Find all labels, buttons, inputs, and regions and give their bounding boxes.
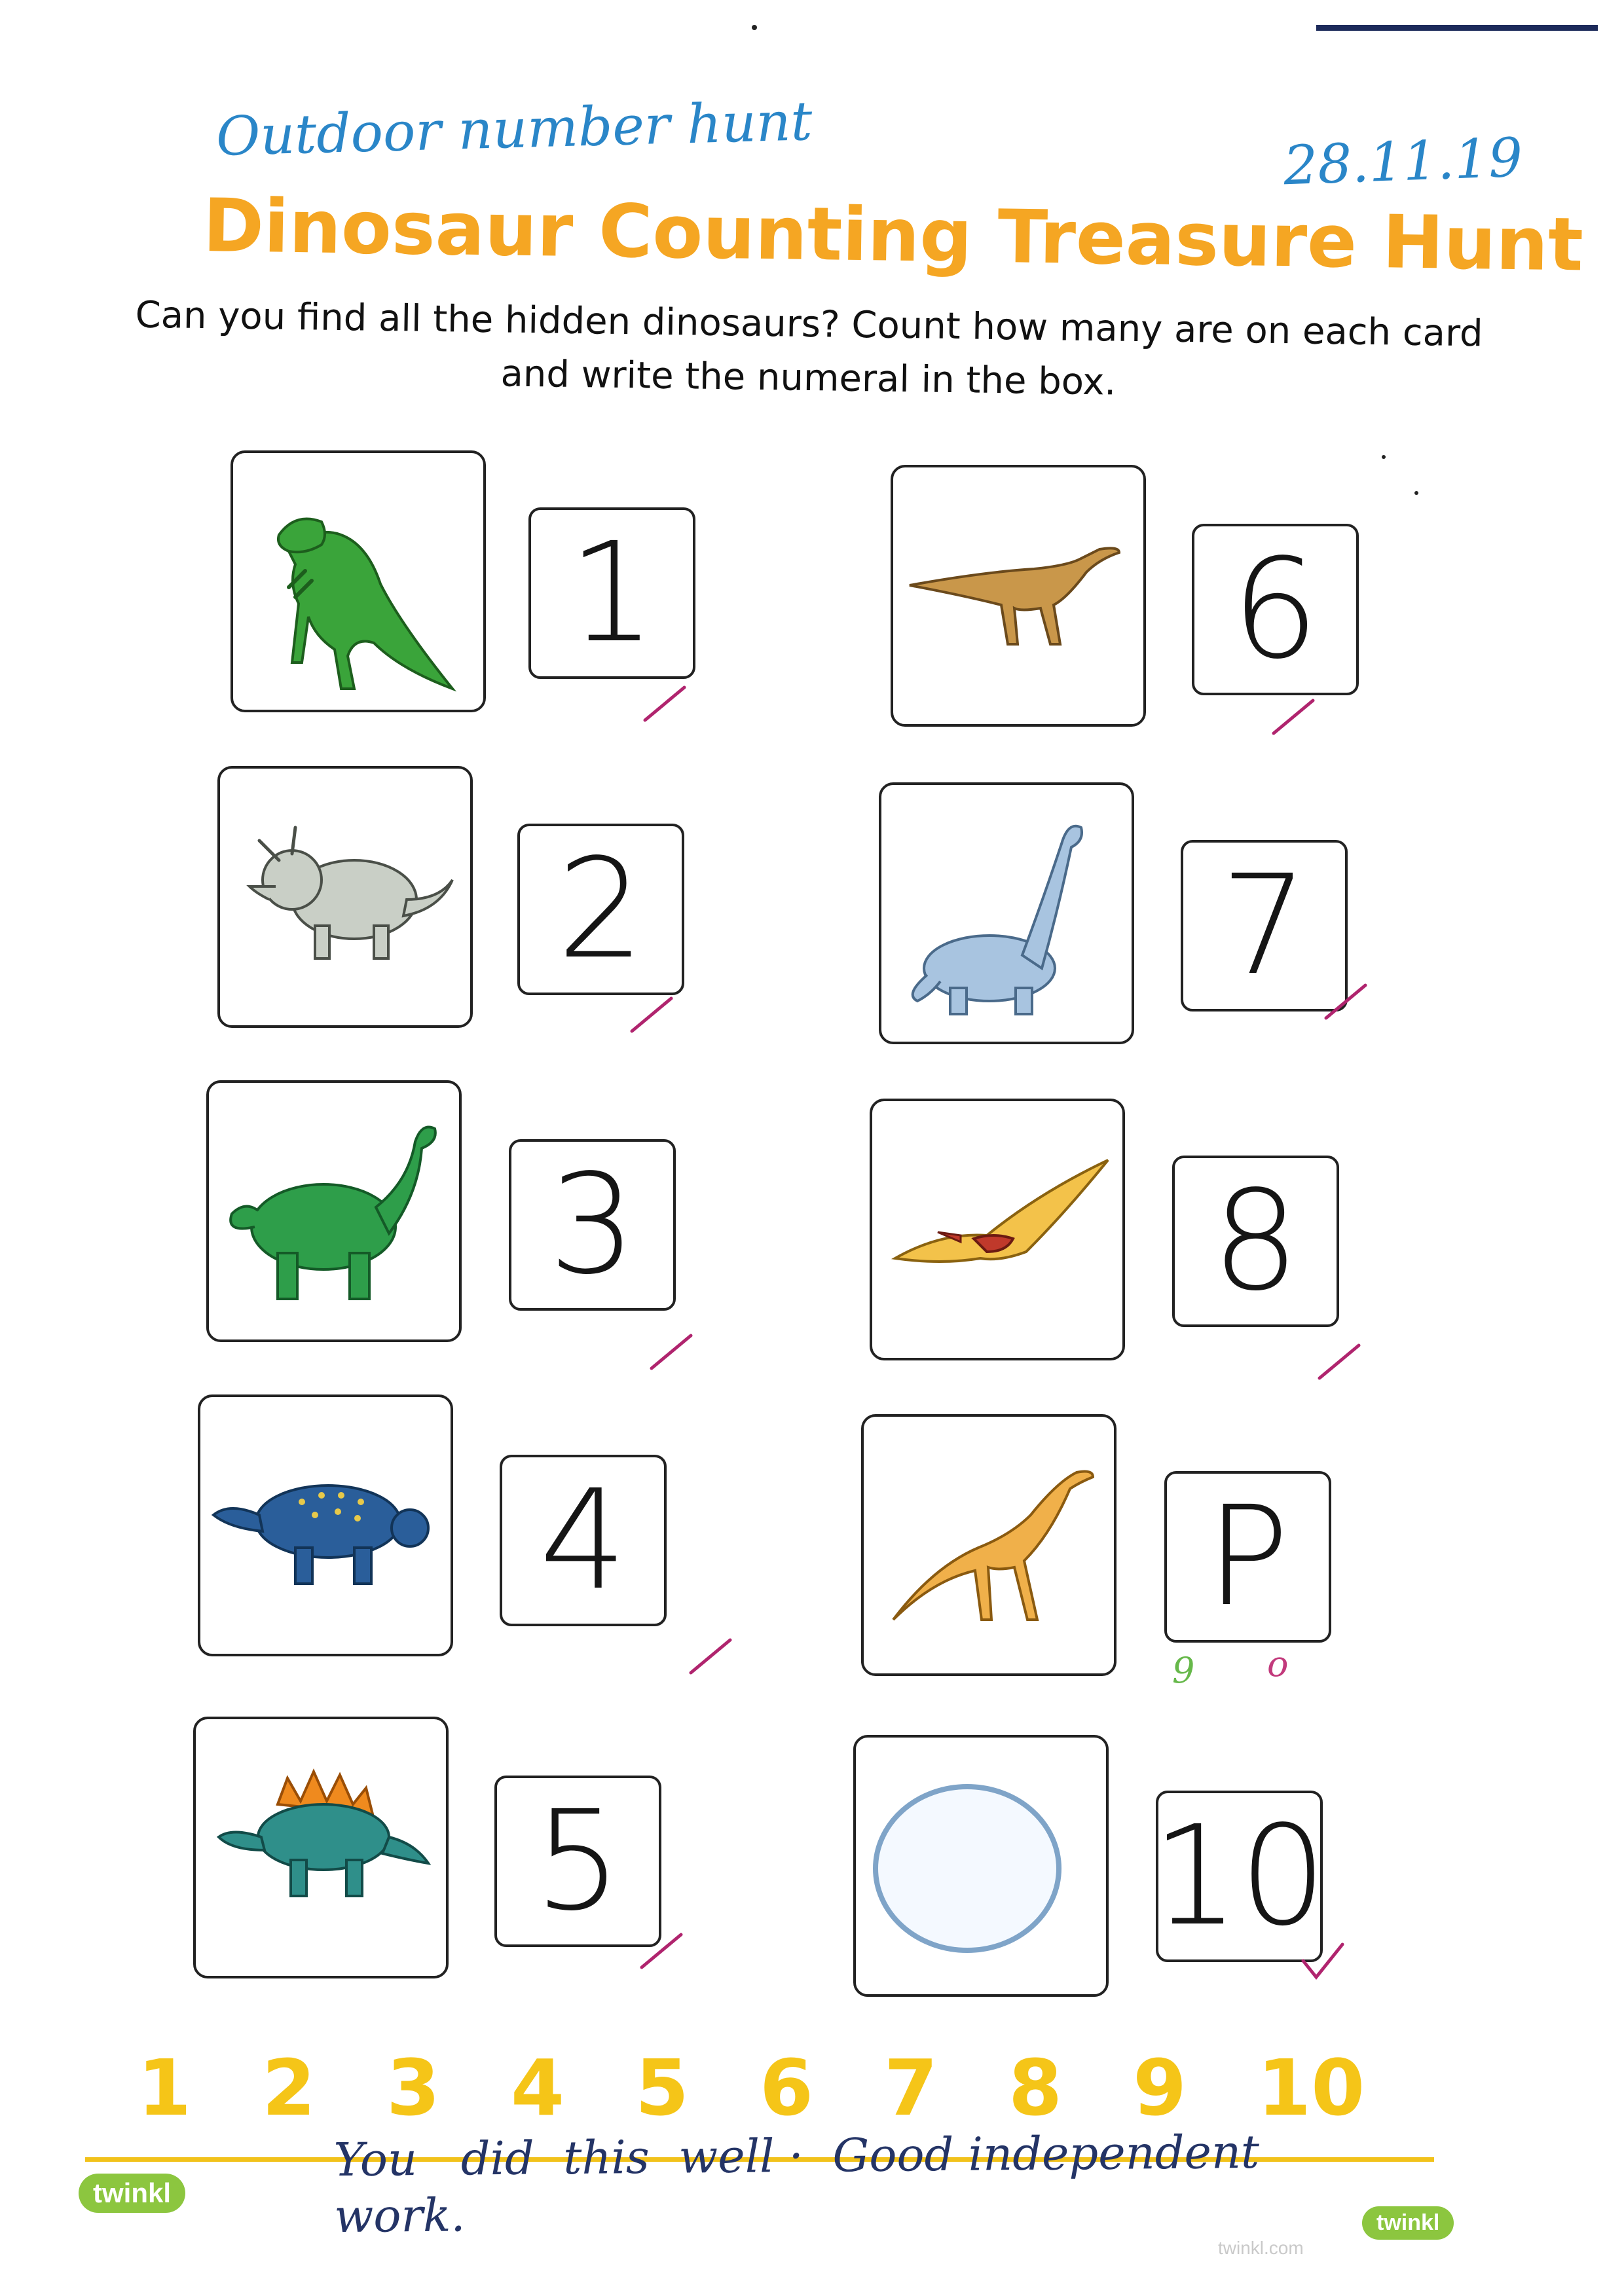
tick-mark-icon bbox=[1270, 697, 1316, 737]
number-line-item: 6 bbox=[760, 2043, 814, 2133]
tick-mark-icon bbox=[1300, 1941, 1346, 1980]
answer-value: 8 bbox=[1211, 1161, 1300, 1321]
footer-url: twinkl.com bbox=[1218, 2238, 1304, 2258]
tick-mark-icon bbox=[1323, 982, 1369, 1021]
gallimimus-illustration bbox=[874, 1436, 1103, 1659]
worksheet-title: Dinosaur Counting Treasure Hunt bbox=[202, 183, 1584, 288]
number-line-item: 1 bbox=[138, 2043, 192, 2133]
answer-box-9[interactable] bbox=[1164, 1471, 1331, 1643]
tick-mark-icon bbox=[648, 1332, 694, 1372]
correction-green: 9 bbox=[1172, 1650, 1195, 1691]
dino-card-3 bbox=[206, 1080, 462, 1342]
dino-card-5 bbox=[193, 1717, 449, 1978]
number-line-item: 9 bbox=[1133, 2043, 1187, 2133]
number-line-item: 8 bbox=[1008, 2043, 1063, 2133]
dino-card-1 bbox=[231, 450, 486, 712]
correction-pink: o bbox=[1267, 1643, 1289, 1685]
teacher-comment-line-1: You did this well · Good independent bbox=[333, 2124, 1260, 2187]
t-rex-illustration bbox=[243, 473, 472, 695]
scan-edge-rule bbox=[1316, 25, 1598, 31]
tick-mark-icon bbox=[1316, 1342, 1362, 1381]
answer-box-5[interactable] bbox=[494, 1776, 661, 1947]
handwritten-activity-title: Outdoor number hunt bbox=[215, 90, 813, 168]
answer-value: P bbox=[1206, 1476, 1289, 1637]
dino-card-7 bbox=[879, 782, 1134, 1044]
answer-box-2[interactable] bbox=[517, 824, 684, 995]
answer-value: 3 bbox=[548, 1144, 637, 1305]
answer-value: 6 bbox=[1231, 529, 1320, 689]
answer-value: 1 bbox=[568, 513, 656, 673]
answer-box-6[interactable] bbox=[1192, 524, 1359, 695]
tick-mark-icon bbox=[629, 995, 674, 1034]
teacher-comment bbox=[333, 2124, 1260, 2244]
number-line-item: 5 bbox=[635, 2043, 690, 2133]
twinkl-logo-left: twinkl bbox=[79, 2174, 185, 2213]
dino-card-8 bbox=[870, 1099, 1125, 1360]
scan-speck bbox=[1382, 455, 1386, 459]
ankylosaurus-illustration bbox=[210, 1417, 439, 1639]
egg-illustration bbox=[866, 1757, 1095, 1980]
answer-box-8[interactable] bbox=[1172, 1156, 1339, 1327]
number-line-item: 4 bbox=[511, 2043, 565, 2133]
worksheet-instructions: Can you find all the hidden dinosaurs? Count how many are on each card and write the numeral in the box. bbox=[135, 293, 1483, 404]
scan-speck bbox=[1414, 491, 1418, 495]
dino-card-4 bbox=[198, 1394, 453, 1656]
tick-mark-icon bbox=[638, 1931, 684, 1971]
number-line-item: 7 bbox=[884, 2043, 938, 2133]
answer-value: 4 bbox=[539, 1460, 627, 1620]
teacher-comment-line-2: work. bbox=[334, 2188, 466, 2244]
handwritten-date: 28.11.19 bbox=[1282, 126, 1524, 198]
answer-box-10[interactable] bbox=[1151, 1791, 1327, 1962]
answer-box-1[interactable] bbox=[528, 507, 695, 679]
velociraptor-illustration bbox=[903, 487, 1132, 710]
number-line-item: 3 bbox=[386, 2043, 441, 2133]
answer-value: 10 bbox=[1151, 1796, 1327, 1956]
answer-box-3[interactable] bbox=[509, 1139, 676, 1311]
answer-value: 5 bbox=[534, 1781, 622, 1941]
brachiosaurus-illustration bbox=[891, 805, 1120, 1027]
scan-speck bbox=[752, 25, 757, 30]
number-line-item: 10 bbox=[1257, 2043, 1365, 2133]
triceratops-illustration bbox=[230, 788, 459, 1011]
dino-card-2 bbox=[217, 766, 473, 1028]
answer-box-4[interactable] bbox=[500, 1455, 667, 1626]
brontosaurus-illustration bbox=[219, 1102, 448, 1325]
tick-mark-icon bbox=[688, 1637, 733, 1676]
number-line-item: 2 bbox=[262, 2043, 316, 2133]
twinkl-logo-right: twinkl bbox=[1362, 2206, 1454, 2240]
tick-mark-icon bbox=[642, 684, 688, 723]
answer-value: 2 bbox=[557, 829, 645, 989]
dino-card-9 bbox=[861, 1414, 1116, 1676]
pterodactyl-illustration bbox=[882, 1121, 1111, 1343]
dino-card-10 bbox=[853, 1735, 1109, 1997]
stegosaurus-illustration bbox=[206, 1739, 435, 1961]
dino-card-6 bbox=[891, 465, 1146, 727]
answer-value: 7 bbox=[1220, 845, 1308, 1006]
